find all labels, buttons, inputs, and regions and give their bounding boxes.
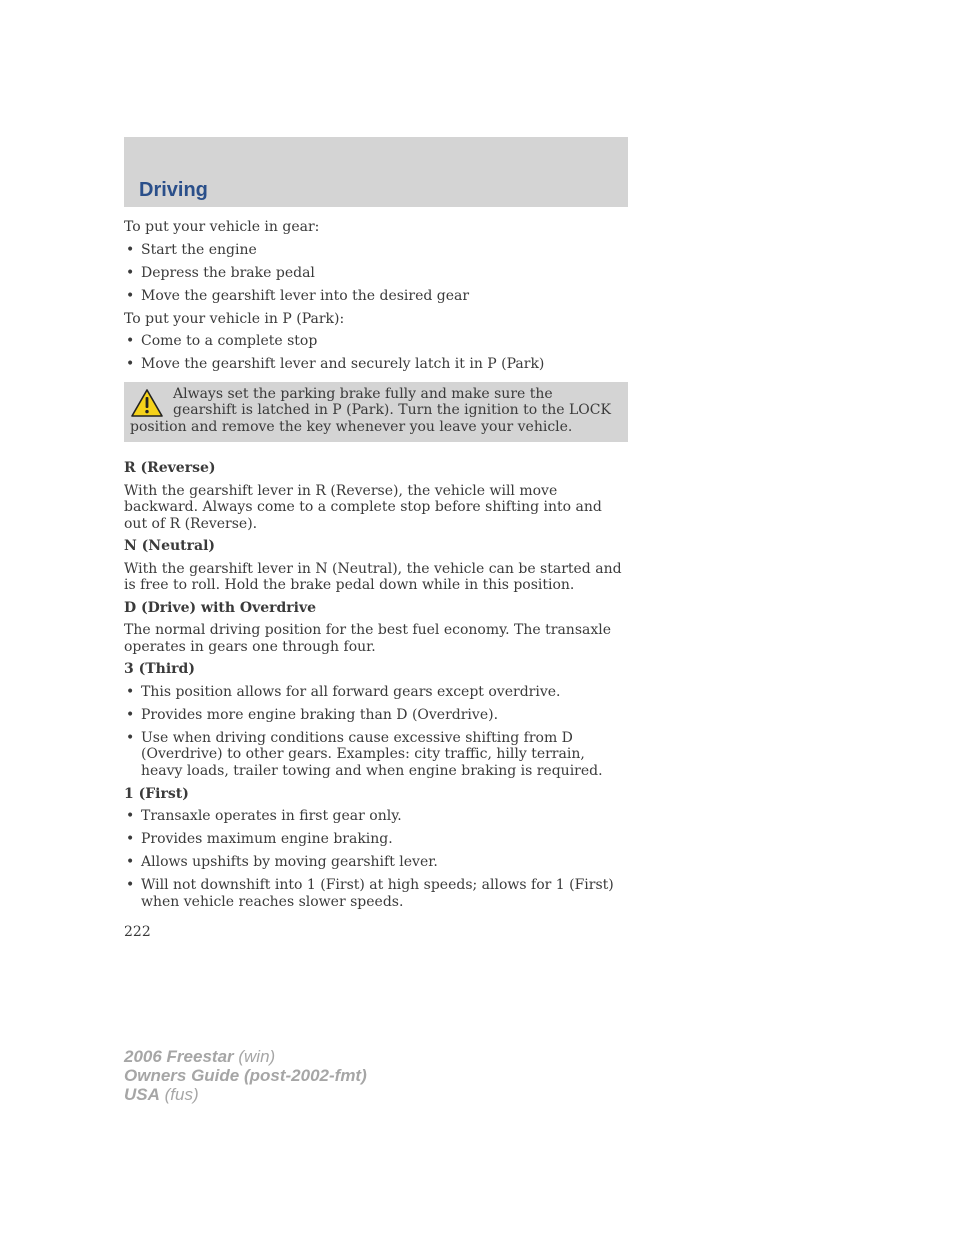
footer-model: 2006 Freestar — [124, 1047, 234, 1066]
list-item: • Start the engine — [124, 242, 624, 259]
footer-model-code: (win) — [233, 1047, 276, 1066]
third-heading: 3 (Third) — [124, 661, 195, 677]
footer-line-1 — [124, 1047, 367, 1066]
list-item: • Come to a complete stop — [124, 333, 624, 350]
neutral-text: With the gearshift lever in N (Neutral), the vehicle can be started and is free to roll. Hold the brake pedal down while in this position. — [124, 560, 622, 593]
list-item: • Move the gearshift lever and securely latch it in P (Park) — [124, 356, 624, 373]
section-header — [124, 137, 628, 207]
gear-intro: To put your vehicle in gear: — [124, 219, 320, 235]
drive-heading: D (Drive) with Overdrive — [124, 599, 317, 616]
warning-triangle-icon — [130, 388, 164, 418]
warning-box — [124, 382, 628, 443]
section-title: Driving — [139, 179, 208, 201]
list-item: • Provides more engine braking than D (Overdrive). — [124, 707, 624, 724]
reverse-text: With the gearshift lever in R (Reverse), the vehicle will move backward. Always come to a complete stop before shifting into and out of R (Reverse). — [124, 482, 602, 532]
third-list — [124, 684, 624, 780]
page-number: 222 — [124, 924, 151, 940]
footer-line-2 — [124, 1066, 367, 1085]
footer-market-code: (fus) — [159, 1085, 199, 1104]
list-item: • Allows upshifts by moving gearshift lever. — [124, 854, 624, 871]
park-intro: To put your vehicle in P (Park): — [124, 310, 345, 327]
footer-guide: Owners Guide (post-2002-fmt) — [124, 1066, 367, 1085]
list-item: • Will not downshift into 1 (First) at high speeds; allows for 1 (First) when vehicle reaches slower speeds. — [124, 877, 624, 910]
first-list — [124, 808, 624, 910]
list-item: • This position allows for all forward gears except overdrive. — [124, 684, 624, 701]
list-item: • Depress the brake pedal — [124, 265, 624, 282]
first-heading: 1 (First) — [124, 785, 189, 802]
footer-line-3 — [124, 1085, 367, 1104]
reverse-heading: R (Reverse) — [124, 460, 216, 476]
neutral-heading: N (Neutral) — [124, 538, 216, 554]
document-footer — [124, 1047, 367, 1104]
warning-text: Always set the parking brake fully and make sure the gearshift is latched in P (Park). Turn the ignition to the LOCK position and remove the key whenever you leave your vehicle. — [130, 385, 611, 435]
drive-text: The normal driving position for the best fuel economy. The transaxle operates in gears one through four. — [124, 622, 612, 655]
list-item: • Move the gearshift lever into the desired gear — [124, 288, 624, 305]
page-content — [124, 219, 624, 941]
list-item: • Transaxle operates in first gear only. — [124, 808, 624, 825]
footer-market: USA — [124, 1085, 160, 1104]
list-item: • Use when driving conditions cause excessive shifting from D (Overdrive) to other gears. Examples: city traffic, hilly terrain, heavy loads, trailer towing and when engine braking is required. — [124, 730, 624, 780]
park-steps-list — [124, 333, 624, 373]
list-item: • Provides maximum engine braking. — [124, 831, 624, 848]
gear-steps-list — [124, 242, 624, 305]
